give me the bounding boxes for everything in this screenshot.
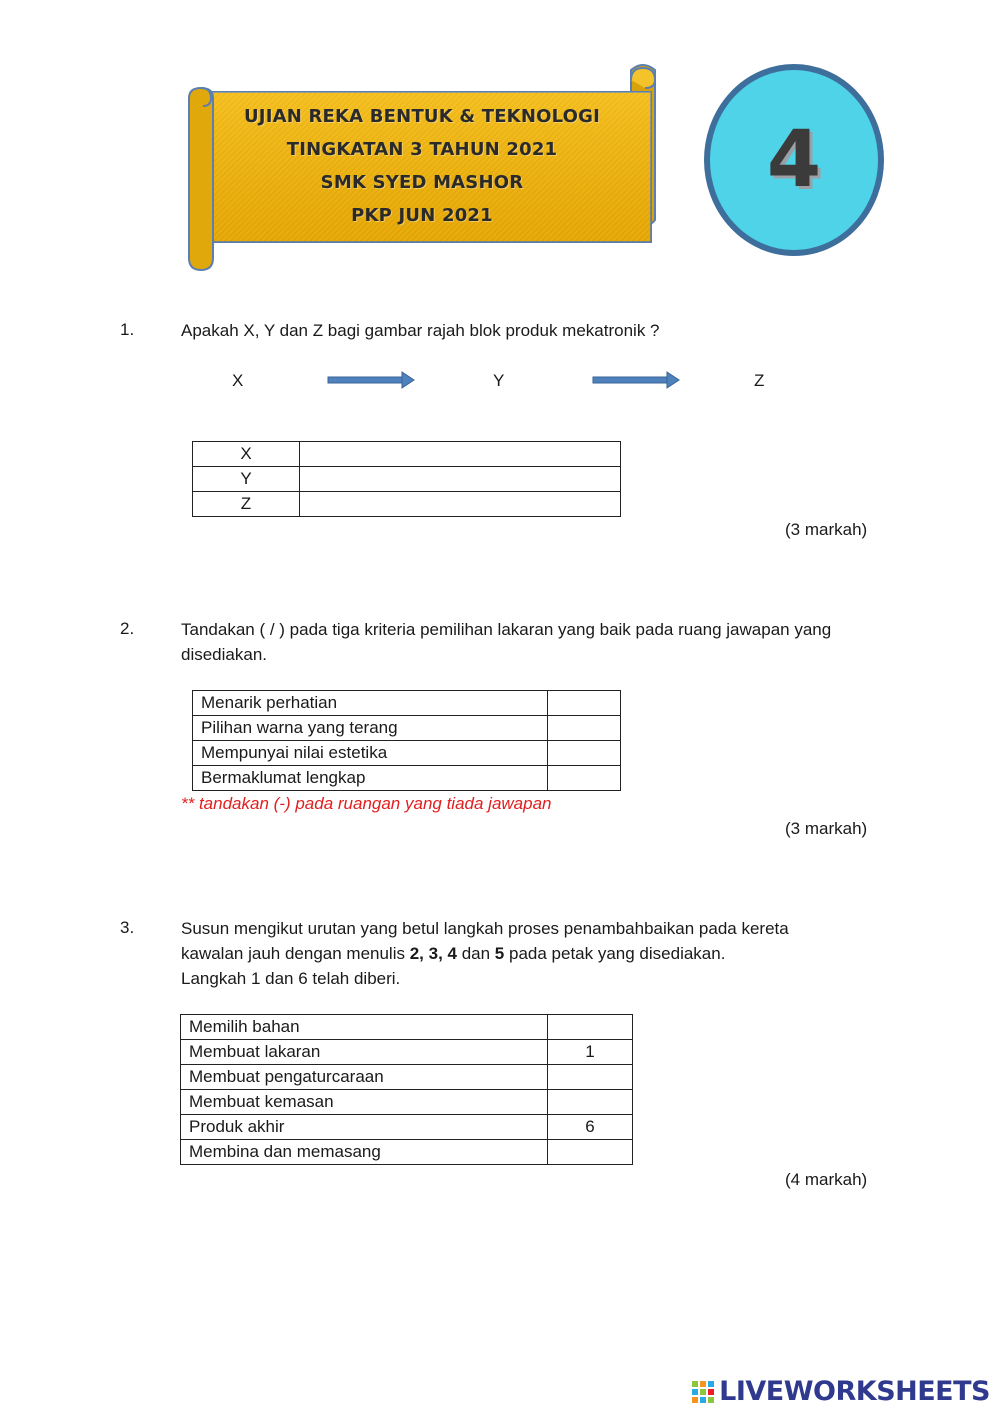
q1-flow-z: Z xyxy=(754,371,765,390)
q2-criteria-label: Bermaklumat lengkap xyxy=(193,766,548,791)
q3-step-cell[interactable] xyxy=(548,1140,633,1165)
liveworksheets-logo-icon xyxy=(691,1380,715,1404)
scroll-banner-shape xyxy=(183,62,661,276)
q1-answer-cell-x[interactable] xyxy=(300,442,621,467)
q1-flow-x: X xyxy=(232,371,244,390)
table-row xyxy=(181,1115,633,1140)
q2-text-line-1: Tandakan ( / ) pada tiga kriteria pemilihan lakaran yang baik pada ruang jawapan yang xyxy=(181,620,832,639)
liveworksheets-logo xyxy=(691,1376,990,1407)
q1-row-label: X xyxy=(193,442,300,467)
table-row xyxy=(193,716,621,741)
q1-answer-cell-z[interactable] xyxy=(300,492,621,517)
q2-tick-cell[interactable] xyxy=(548,741,621,766)
q1-answer-table xyxy=(192,441,621,517)
q2-tick-cell[interactable] xyxy=(548,691,621,716)
q3-line2-numbers: 2, 3, 4 xyxy=(409,944,457,963)
title-line-3: SMK SYED MASHOR xyxy=(320,172,524,193)
q3-step-cell: 6 xyxy=(548,1115,633,1140)
q3-answer-table xyxy=(180,1014,633,1165)
q3-line2-number-five: 5 xyxy=(494,944,505,963)
q1-marks: (3 markah) xyxy=(785,520,868,539)
table-row xyxy=(193,467,621,492)
q1-answer-cell-y[interactable] xyxy=(300,467,621,492)
table-row xyxy=(193,691,621,716)
q3-text-line-3: Langkah 1 dan 6 telah diberi. xyxy=(181,969,401,988)
q3-line2-part: kawalan jauh dengan menulis xyxy=(181,944,410,963)
q3-step-cell[interactable] xyxy=(548,1015,633,1040)
q3-number: 3. xyxy=(120,918,135,937)
q3-step-label: Membina dan memasang xyxy=(181,1140,548,1165)
table-row xyxy=(181,1040,633,1065)
q2-marks: (3 markah) xyxy=(785,819,868,838)
q3-step-label: Memilih bahan xyxy=(181,1015,548,1040)
q1-flow-y: Y xyxy=(493,371,505,390)
title-line-1: UJIAN REKA BENTUK & TEKNOLOGI xyxy=(243,106,601,127)
table-row xyxy=(181,1090,633,1115)
flow-arrow-1-icon xyxy=(327,371,415,389)
title-line-2: TINGKATAN 3 TAHUN 2021 xyxy=(286,139,558,160)
q2-criteria-label: Mempunyai nilai estetika xyxy=(193,741,548,766)
title-line-4: PKP JUN 2021 xyxy=(351,205,493,226)
table-row xyxy=(193,766,621,791)
q1-row-label: Z xyxy=(193,492,300,517)
q3-marks: (4 markah) xyxy=(785,1170,868,1189)
q2-tick-cell[interactable] xyxy=(548,716,621,741)
table-row xyxy=(181,1140,633,1165)
q3-step-cell: 1 xyxy=(548,1040,633,1065)
table-row xyxy=(193,442,621,467)
liveworksheets-logo-text: LIVEWORKSHEETS xyxy=(719,1376,990,1407)
table-row xyxy=(181,1015,633,1040)
q2-text-line-2: disediakan. xyxy=(181,645,268,664)
q3-step-cell[interactable] xyxy=(548,1065,633,1090)
q3-line2-part: dan xyxy=(456,944,495,963)
q3-text-line-1: Susun mengikut urutan yang betul langkah proses penambahbaikan pada kereta xyxy=(181,919,789,938)
badge-number: 4 xyxy=(766,115,822,205)
q2-tick-cell[interactable] xyxy=(548,766,621,791)
q2-criteria-label: Menarik perhatian xyxy=(193,691,548,716)
page-number-badge xyxy=(703,62,885,258)
q2-answer-table xyxy=(192,690,621,791)
q3-step-label: Membuat kemasan xyxy=(181,1090,548,1115)
q3-step-cell[interactable] xyxy=(548,1090,633,1115)
header-banner xyxy=(183,62,661,276)
q3-step-label: Produk akhir xyxy=(181,1115,548,1140)
q3-text-line-2 xyxy=(181,941,725,966)
q1-text: Apakah X, Y dan Z bagi gambar rajah blok produk mekatronik ? xyxy=(181,321,660,340)
flow-arrow-2-icon xyxy=(592,371,680,389)
q3-line2-part: pada petak yang disediakan. xyxy=(504,944,726,963)
q2-note: ** tandakan (-) pada ruangan yang tiada jawapan xyxy=(181,794,552,813)
table-row xyxy=(181,1065,633,1090)
q2-criteria-label: Pilihan warna yang terang xyxy=(193,716,548,741)
q1-number: 1. xyxy=(120,320,135,339)
q3-step-label: Membuat lakaran xyxy=(181,1040,548,1065)
table-row xyxy=(193,741,621,766)
q2-number: 2. xyxy=(120,619,135,638)
q3-step-label: Membuat pengaturcaraan xyxy=(181,1065,548,1090)
q1-row-label: Y xyxy=(193,467,300,492)
table-row xyxy=(193,492,621,517)
